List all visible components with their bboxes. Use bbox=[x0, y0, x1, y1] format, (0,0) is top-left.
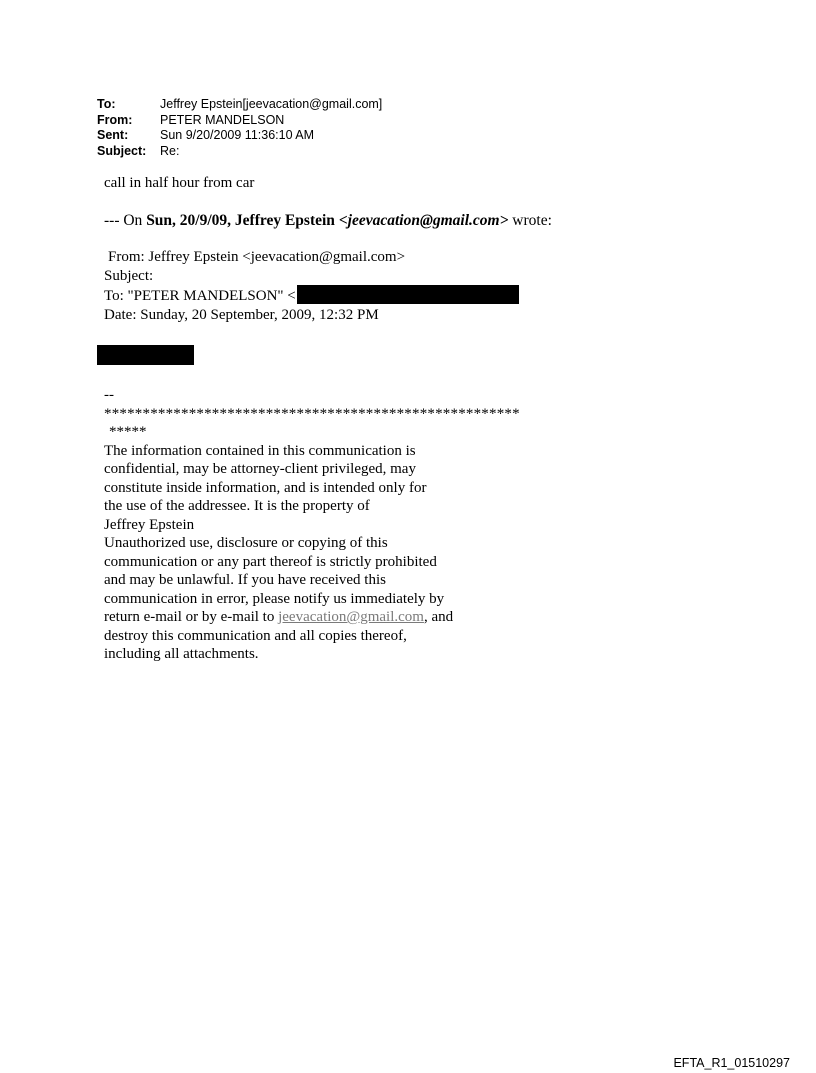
redaction-block bbox=[97, 345, 194, 365]
return-suffix: , and bbox=[423, 609, 454, 625]
subject-value: Re: bbox=[160, 143, 180, 158]
quoted-date-line: Date: Sunday, 20 September, 2009, 12:32 PM bbox=[104, 306, 379, 323]
email-body bbox=[104, 174, 704, 664]
header-to-row bbox=[97, 97, 382, 113]
signature-stars-short: ***** bbox=[109, 424, 147, 440]
header-subject-row bbox=[97, 144, 382, 160]
quote-intro bbox=[104, 212, 704, 231]
quote-prefix: --- On bbox=[104, 211, 147, 229]
document-id: EFTA_R1_01510297 bbox=[673, 1056, 790, 1070]
disclaimer bbox=[104, 442, 704, 664]
redaction-bar bbox=[297, 285, 519, 304]
quote-email: <jeevacation@gmail.com> bbox=[338, 211, 509, 229]
disclaimer-line: communication or any part thereof is strictly prohibited bbox=[104, 553, 437, 570]
disclaimer-return-line bbox=[104, 608, 704, 627]
email-header bbox=[97, 97, 382, 159]
quoted-subject-line: Subject: bbox=[104, 267, 154, 284]
disclaimer-line: destroy this communication and all copies thereof, bbox=[104, 627, 407, 644]
quote-suffix: wrote: bbox=[508, 211, 552, 229]
to-value: Jeffrey Epstein[jeevacation@gmail.com] bbox=[160, 97, 383, 111]
to-label: To: bbox=[97, 97, 116, 111]
disclaimer-line: confidential, may be attorney-client privileged, may bbox=[104, 461, 416, 477]
disclaimer-line: and may be unlawful. If you have received this bbox=[104, 572, 386, 588]
disclaimer-line: the use of the addressee. It is the property of bbox=[104, 498, 370, 514]
sent-label: Sent: bbox=[97, 128, 129, 142]
header-from-row bbox=[97, 113, 382, 129]
disclaimer-line: Jeffrey Epstein bbox=[104, 516, 195, 533]
from-value: PETER MANDELSON bbox=[160, 112, 285, 127]
disclaimer-line: communication in error, please notify us immediately by bbox=[104, 590, 445, 607]
quoted-to-text: To: "PETER MANDELSON" < bbox=[104, 288, 296, 304]
quote-date: Sun, 20/9/09, Jeffrey Epstein bbox=[146, 211, 339, 229]
signature-dashes: -- bbox=[104, 387, 114, 403]
signature-stars: ****************************************************** bbox=[104, 405, 520, 422]
from-label: From: bbox=[97, 112, 133, 127]
header-sent-row bbox=[97, 128, 382, 144]
quoted-to-line bbox=[104, 285, 704, 306]
disclaimer-line: including all attachments. bbox=[104, 646, 259, 662]
email-link[interactable]: jeevacation@gmail.com bbox=[278, 609, 424, 625]
subject-label: Subject: bbox=[97, 143, 147, 158]
sent-value: Sun 9/20/2009 11:36:10 AM bbox=[160, 128, 315, 142]
disclaimer-line: The information contained in this communication is bbox=[104, 442, 416, 459]
disclaimer-line: Unauthorized use, disclosure or copying of this bbox=[104, 535, 388, 551]
message-text: call in half hour from car bbox=[104, 175, 255, 191]
return-prefix: return e-mail or by e-mail to bbox=[104, 609, 279, 625]
disclaimer-line: constitute inside information, and is intended only for bbox=[104, 479, 427, 496]
quoted-from-line: From: Jeffrey Epstein <jeevacation@gmail.com> bbox=[108, 249, 406, 265]
